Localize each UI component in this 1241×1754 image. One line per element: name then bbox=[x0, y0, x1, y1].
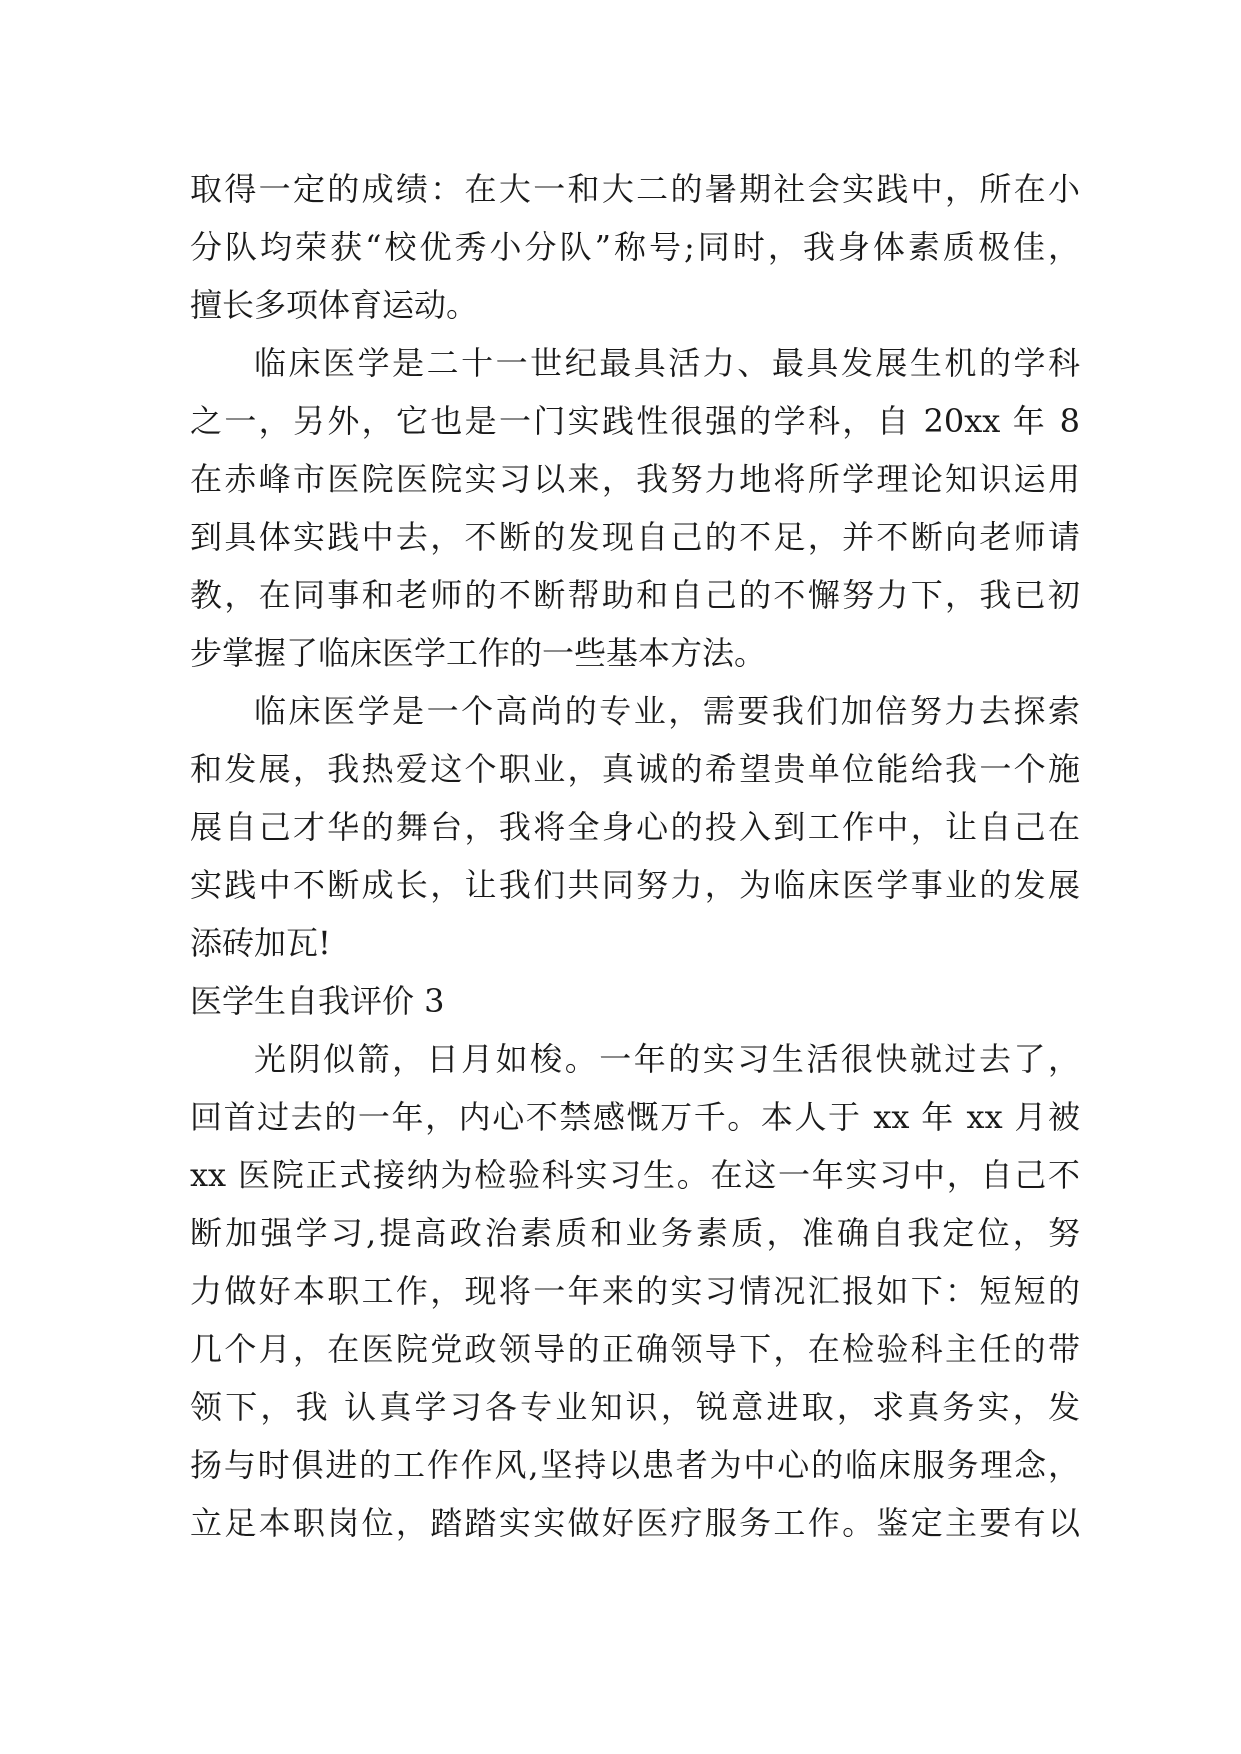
text-line: 立足本职岗位，踏踏实实做好医疗服务工作。鉴定主要有以 bbox=[190, 1504, 1080, 1542]
text-line: 力做好本职工作，现将一年来的实习情况汇报如下：短短的 bbox=[190, 1272, 1080, 1310]
text-line: 和发展，我热爱这个职业，真诚的希望贵单位能给我一个施 bbox=[190, 750, 1080, 788]
text-line: 擅长多项体育运动。 bbox=[190, 286, 479, 324]
text-line: 几个月，在医院党政领导的正确领导下，在检验科主任的带 bbox=[190, 1330, 1080, 1368]
text-line: 扬与时俱进的工作作风,坚持以患者为中心的临床服务理念， bbox=[190, 1446, 1080, 1484]
text-line: 实践中不断成长，让我们共同努力，为临床医学事业的发展 bbox=[190, 866, 1080, 904]
text-line: 在赤峰市医院医院实习以来，我努力地将所学理论知识运用 bbox=[190, 460, 1080, 498]
text-line: xx 医院正式接纳为检验科实习生。在这一年实习中，自己不 bbox=[190, 1156, 1080, 1194]
text-line: 教，在同事和老师的不断帮助和自己的不懈努力下，我已初 bbox=[190, 576, 1080, 614]
text-line: 领下，我 认真学习各专业知识，锐意进取，求真务实，发 bbox=[190, 1388, 1080, 1426]
text-line: 添砖加瓦! bbox=[190, 924, 331, 962]
text-line: 步掌握了临床医学工作的一些基本方法。 bbox=[190, 634, 767, 672]
text-line: 回首过去的一年，内心不禁感慨万千。本人于 xx 年 xx 月被 bbox=[190, 1098, 1080, 1136]
text-line: 取得一定的成绩：在大一和大二的暑期社会实践中，所在小 bbox=[190, 170, 1080, 208]
text-line: 断加强学习,提高政治素质和业务素质，准确自我定位，努 bbox=[190, 1214, 1080, 1252]
text-line: 展自己才华的舞台，我将全身心的投入到工作中，让自己在 bbox=[190, 808, 1080, 846]
text-line: 到具体实践中去，不断的发现自己的不足，并不断向老师请 bbox=[190, 518, 1080, 556]
text-line: 临床医学是一个高尚的专业，需要我们加倍努力去探索 bbox=[254, 692, 1080, 730]
text-line: 分队均荣获“校优秀小分队”称号;同时，我身体素质极佳， bbox=[190, 228, 1080, 266]
document-body bbox=[190, 160, 1080, 1552]
text-line: 临床医学是二十一世纪最具活力、最具发展生机的学科 bbox=[254, 344, 1080, 382]
text-line: 之一，另外，它也是一门实践性很强的学科，自 20xx 年 8 bbox=[190, 402, 1080, 440]
text-line: 光阴似箭，日月如梭。一年的实习生活很快就过去了， bbox=[254, 1040, 1080, 1078]
section-heading: 医学生自我评价 3 bbox=[190, 982, 445, 1020]
